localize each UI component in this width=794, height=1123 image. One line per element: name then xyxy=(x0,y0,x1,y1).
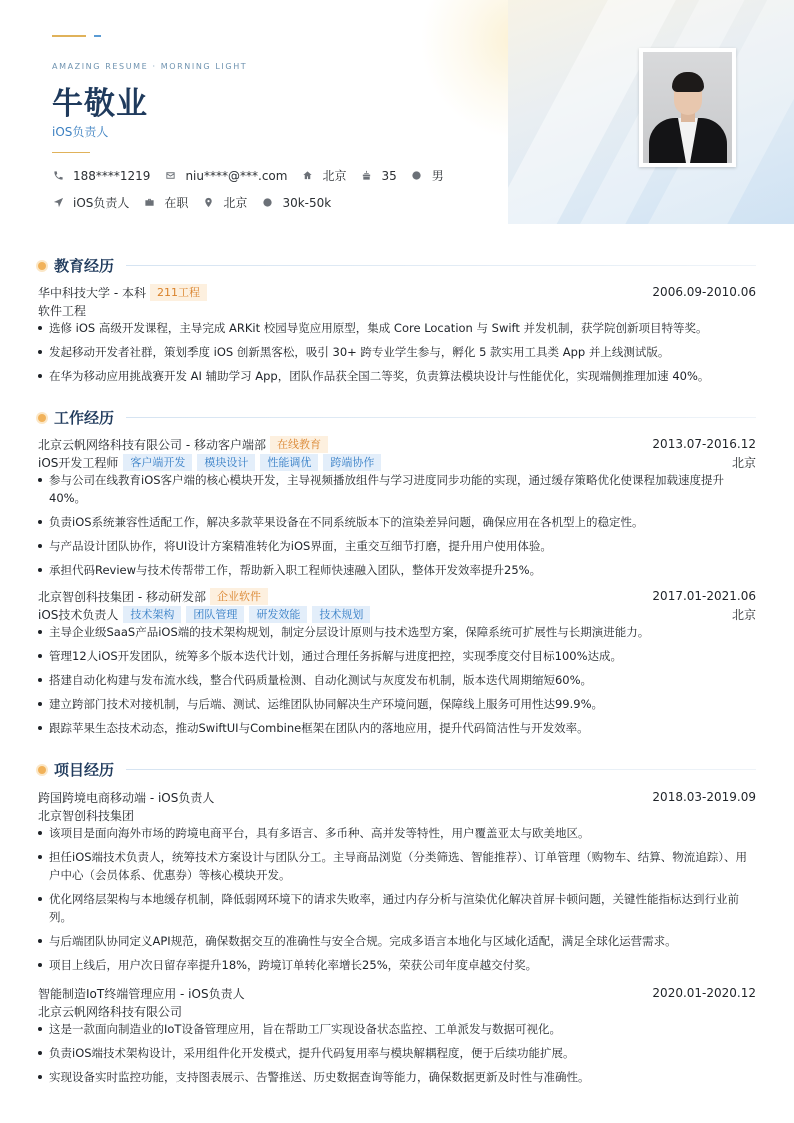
list-item: 负责iOS系统兼容性适配工作，解决多款苹果设备在不同系统版本下的渲染差异问题，确保应用在各机型上的稳定性。 xyxy=(38,513,756,531)
contact-target-city: 北京 xyxy=(202,194,247,211)
job-2-bullets xyxy=(38,623,756,743)
title-divider xyxy=(52,152,90,153)
list-item: 选修 iOS 高级开发课程，主导完成 ARKit 校园导览应用原型，集成 Core Location 与 Swift 并发机制，获学院创新项目特等奖。 xyxy=(38,319,756,337)
project-2-header xyxy=(38,984,756,1002)
phone-icon xyxy=(52,170,64,182)
cake-icon xyxy=(360,170,372,182)
section-title: 工作经历 xyxy=(54,409,115,427)
section-education xyxy=(38,255,756,276)
skill-tag: 模块设计 xyxy=(197,454,255,471)
contact-status: 在职 xyxy=(143,194,188,211)
contact-target-role: iOS负责人 xyxy=(52,194,129,211)
list-item: 参与公司在线教育iOS客户端的核心模块开发，主导视频播放组件与学习进度同步功能的实现，通过缓存策略优化使课程加载速度提升40%。 xyxy=(38,471,756,507)
list-item: 搭建自动化构建与发布流水线，整合代码质量检测、自动化测试与灰度发布机制，版本迭代周期缩短60%。 xyxy=(38,671,756,689)
contact-phone: 188****1219 xyxy=(52,169,150,183)
section-dot xyxy=(38,414,46,422)
mail-icon xyxy=(164,170,176,182)
section-rule xyxy=(126,769,756,770)
company-name: 北京智创科技集团 - 移动研发部 xyxy=(38,589,206,604)
project-date: 2018.03-2019.09 xyxy=(652,790,756,804)
list-item: 发起移动开发者社群，策划季度 iOS 创新黑客松，吸引 30+ 跨专业学生参与，孵化 5 款实用工具类 App 并上线测试版。 xyxy=(38,343,756,361)
contact-city: 北京 xyxy=(301,167,346,184)
company-badge: 企业软件 xyxy=(210,588,268,605)
job-1-role-line xyxy=(38,453,756,471)
home-icon xyxy=(301,170,313,182)
project-name: 跨国跨境电商移动端 - iOS负责人 xyxy=(38,790,215,805)
list-item: 这是一款面向制造业的IoT设备管理应用，旨在帮助工厂实现设备状态监控、工单派发与数据可视化。 xyxy=(38,1020,756,1038)
education-major: 软件工程 xyxy=(38,304,87,318)
skill-tag: 技术架构 xyxy=(123,606,181,623)
contact-row-1 xyxy=(52,167,458,184)
section-title: 教育经历 xyxy=(54,257,115,275)
candidate-title: iOS负责人 xyxy=(52,125,109,139)
send-icon xyxy=(52,197,64,209)
section-rule xyxy=(126,265,756,266)
list-item: 与产品设计团队协作，将UI设计方案精准转化为iOS界面，主重交互细节打磨，提升用户使用体验。 xyxy=(38,537,756,555)
company-badge: 在线教育 xyxy=(270,436,328,453)
list-item: 建立跨部门技术对接机制，与后端、测试、运维团队协同解决生产环境问题，保障线上服务可用性达99.9%。 xyxy=(38,695,756,713)
skill-tag: 技术规划 xyxy=(312,606,370,623)
job-date: 2013.07-2016.12 xyxy=(652,437,756,451)
skill-tag: 客户端开发 xyxy=(123,454,192,471)
project-1-bullets xyxy=(38,824,756,980)
list-item: 实现设备实时监控功能，支持图表展示、告警推送、历史数据查询等能力，确保数据更新及时性与准确性。 xyxy=(38,1068,756,1086)
job-role: iOS开发工程师 xyxy=(38,455,119,470)
list-item: 与后端团队协同定义API规范，确保数据交互的准确性与安全合规。完成多语言本地化与区域化适配，满足全球化运营需求。 xyxy=(38,932,756,950)
job-1-bullets xyxy=(38,471,756,585)
list-item: 优化网络层架构与本地缓存机制，降低弱网环境下的请求失败率，通过内存分析与渲染优化解决首屏卡顿问题，关键性能指标达到行业前列。 xyxy=(38,890,756,926)
section-title: 项目经历 xyxy=(54,761,115,779)
briefcase-icon xyxy=(143,197,155,209)
education-entry-header xyxy=(38,283,756,301)
section-projects xyxy=(38,759,756,780)
contact-row-2 xyxy=(52,194,345,211)
gender-icon xyxy=(411,170,423,182)
job-date: 2017.01-2021.06 xyxy=(652,589,756,603)
contact-gender: 男 xyxy=(411,167,444,184)
project-1-header xyxy=(38,788,756,806)
section-rule xyxy=(126,417,756,418)
project-org: 北京云帆网络科技有限公司 xyxy=(38,1005,183,1019)
education-date: 2006.09-2010.06 xyxy=(652,285,756,299)
list-item: 主导企业级SaaS产品iOS端的技术架构规划，制定分层设计原则与技术选型方案，保障系统可扩展性与长期演进能力。 xyxy=(38,623,756,641)
list-item: 跟踪苹果生态技术动态，推动SwiftUI与Combine框架在团队内的落地应用，提升代码简洁性与开发效率。 xyxy=(38,719,756,737)
profile-photo xyxy=(639,48,736,167)
section-dot xyxy=(38,766,46,774)
project-date: 2020.01-2020.12 xyxy=(652,986,756,1000)
list-item: 负责iOS端技术架构设计，采用组件化开发模式，提升代码复用率与模块解耦程度，便于后续功能扩展。 xyxy=(38,1044,756,1062)
skill-tag: 研发效能 xyxy=(249,606,307,623)
list-item: 承担代码Review与技术传帮带工作，帮助新入职工程师快速融入团队，整体开发效率提升25%。 xyxy=(38,561,756,579)
project-org: 北京智创科技集团 xyxy=(38,809,135,823)
salary-icon xyxy=(261,197,273,209)
project-name: 智能制造IoT终端管理应用 - iOS负责人 xyxy=(38,986,245,1001)
skill-tag: 跨端协作 xyxy=(323,454,381,471)
job-1-header xyxy=(38,435,756,453)
skill-tag: 性能调优 xyxy=(260,454,318,471)
skill-tag: 团队管理 xyxy=(186,606,244,623)
job-city: 北京 xyxy=(731,455,756,470)
job-city: 北京 xyxy=(731,607,756,622)
contact-age: 35 xyxy=(360,169,396,183)
contact-email: niu****@***.com xyxy=(164,169,287,183)
job-role: iOS技术负责人 xyxy=(38,607,119,622)
list-item: 项目上线后，用户次日留存率提升18%，跨境订单转化率增长25%，荣获公司年度卓越交付奖。 xyxy=(38,956,756,974)
job-2-header xyxy=(38,587,756,605)
resume-tagline: AMAZING RESUME · MORNING LIGHT xyxy=(52,62,248,71)
job-2-role-line xyxy=(38,605,756,623)
project-2-bullets xyxy=(38,1020,756,1092)
location-icon xyxy=(202,197,214,209)
school-name: 华中科技大学 - 本科 xyxy=(38,285,146,300)
contact-salary: 30k-50k xyxy=(261,196,331,210)
list-item: 管理12人iOS开发团队，统筹多个版本迭代计划，通过合理任务拆解与进度把控，实现季度交付目标100%达成。 xyxy=(38,647,756,665)
list-item: 该项目是面向海外市场的跨境电商平台，具有多语言、多币种、高并发等特性，用户覆盖亚太与欧美地区。 xyxy=(38,824,756,842)
candidate-name: 牛敬业 xyxy=(52,86,148,122)
education-bullets xyxy=(38,319,756,391)
company-name: 北京云帆网络科技有限公司 - 移动客户端部 xyxy=(38,437,266,452)
section-dot xyxy=(38,262,46,270)
section-work xyxy=(38,407,756,428)
school-badge: 211工程 xyxy=(150,284,207,301)
list-item: 在华为移动应用挑战赛开发 AI 辅助学习 App，团队作品获全国二等奖，负责算法模块设计与性能优化，实现端侧推理加速 40%。 xyxy=(38,367,756,385)
list-item: 担任iOS端技术负责人，统筹技术方案设计与团队分工。主导商品浏览（分类筛选、智能推荐）、订单管理（购物车、结算、物流追踪）、用户中心（会员体系、优惠券）等核心模块开发。 xyxy=(38,848,756,884)
